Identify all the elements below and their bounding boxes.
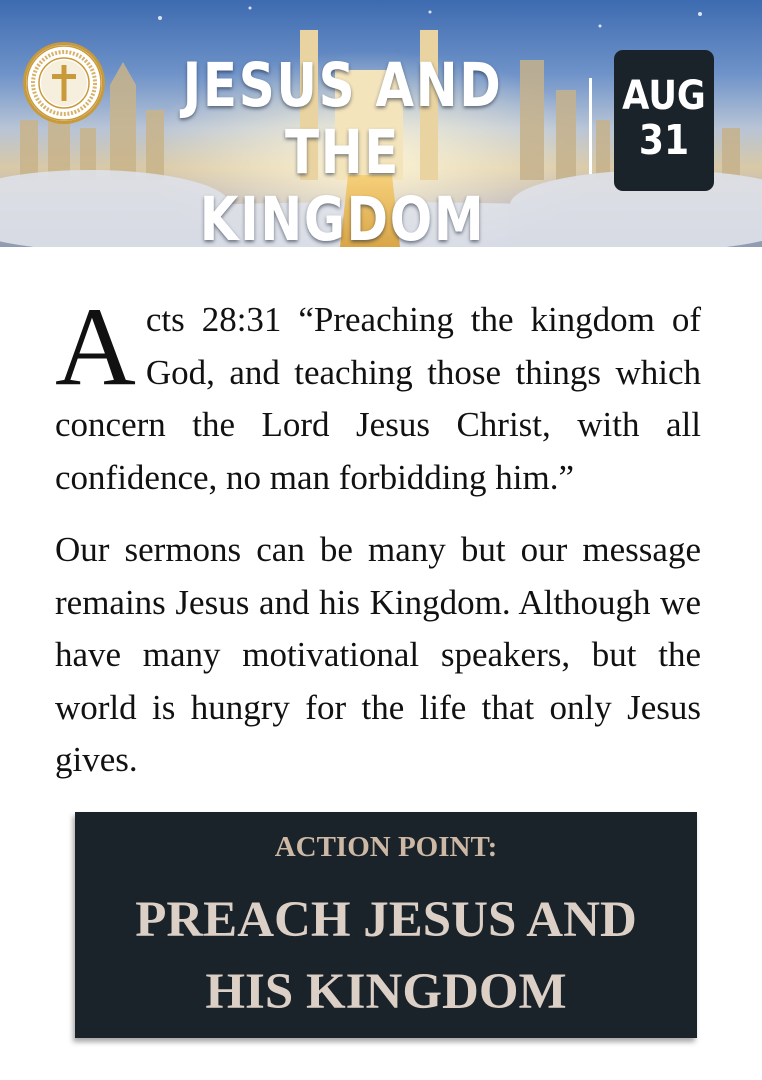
date-day: 31 (638, 116, 690, 164)
scripture-text: cts 28:31 “Preaching the kingdom of God, and teaching those things which concern the Lord Jesus Christ, with all confidence, no man forbidding him.” (55, 300, 701, 497)
action-point-line-1: PREACH JESUS AND (135, 892, 637, 948)
date-month: AUG (622, 73, 706, 119)
title-line-2: THE KINGDOM (199, 117, 486, 247)
page-title (160, 52, 525, 247)
action-point-box (75, 812, 697, 1038)
title-line-1: JESUS AND (182, 50, 503, 121)
action-point-label: ACTION POINT: (274, 831, 498, 863)
title-divider (589, 78, 592, 174)
scripture-paragraph (55, 285, 701, 504)
date-badge (614, 50, 714, 191)
action-point-text (75, 884, 697, 1028)
message-paragraph: Our sermons can be many but our message remains Jesus and his Kingdom. Although we have many motivational speakers, but the world is hungry for the life that only Jesus gives. (55, 530, 701, 779)
header-banner (0, 0, 762, 247)
church-logo (22, 41, 106, 125)
action-point-line-2: HIS KINGDOM (205, 964, 567, 1020)
devotional-body (55, 285, 701, 787)
drop-cap: A (55, 285, 136, 409)
